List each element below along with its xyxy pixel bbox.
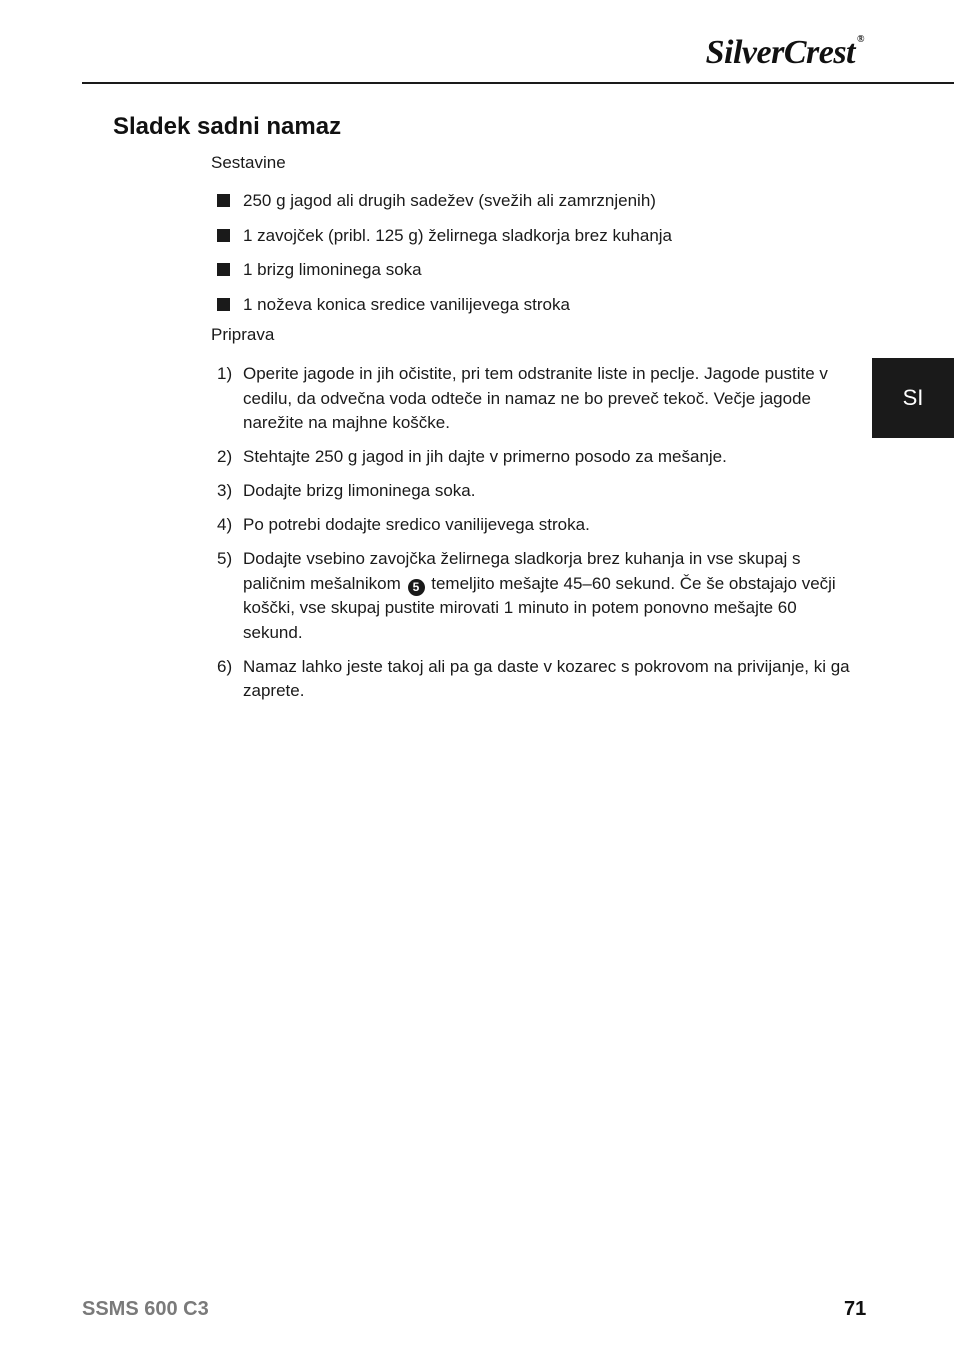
square-bullet-icon [217,298,230,311]
step-number: 5) [217,549,233,568]
ingredient-text: 1 noževa konica sredice vanilijevega stroka [243,294,570,314]
ingredient-text: 1 zavojček (pribl. 125 g) želirnega sladkorja brez kuhanja [243,225,673,245]
ingredient-text: 1 brizg limoninega soka [243,260,422,279]
list-item [211,259,672,294]
step-number: 2) [217,447,233,466]
step-item [211,655,851,704]
ingredients-list [211,190,672,328]
footer-model: SSMS 600 C3 [82,1298,209,1320]
step-number: 3) [217,481,233,500]
ingredients-heading: Sestavine [211,153,286,172]
step-text: Stehtajte 250 g jagod in jih dajte v primerno posodo za mešanje. [243,447,727,466]
step-text: Namaz lahko jeste takoj ali pa ga daste v kozarec s pokrovom na privijanje, ki ga zaprete. [243,656,850,700]
list-item [211,190,672,225]
step-text-before: Dodajte vsebino zavojčka želirnega sladkorja brez kuhanja in vse skupaj s paličnim mešalnikom [243,549,801,593]
brand-logo [706,34,864,72]
preparation-steps [211,362,851,713]
list-item [211,225,672,260]
page-title: Sladek sadni namaz [113,113,342,140]
brand-name: SilverCrest [705,34,856,71]
step-text: Dodajte brizg limoninega soka. [243,481,476,500]
step-item [211,513,851,538]
step-item [211,362,851,436]
header-rule [82,82,954,84]
step-item [211,547,851,645]
list-item [211,294,672,329]
registered-mark: ® [857,34,864,45]
preparation-heading: Priprava [211,325,275,344]
page-number: 71 [844,1298,867,1320]
square-bullet-icon [217,263,230,276]
step-text: Operite jagode in jih očistite, pri tem odstranite liste in peclje. Jagode pustite v cedilu, da odvečna voda odteče in namaz ne bo preveč tekoč. Večje jagode narežite na majhne koščke. [243,364,828,432]
part-reference-icon: 5 [408,579,425,596]
language-tab: SI [872,358,954,438]
ingredient-text: 250 g jagod ali drugih sadežev (svežih ali zamrznjenih) [243,191,656,210]
square-bullet-icon [217,194,230,207]
step-number: 4) [217,515,233,534]
step-number: 1) [217,364,233,383]
step-item [211,445,851,470]
step-item [211,479,851,504]
step-number: 6) [217,656,233,676]
square-bullet-icon [217,229,230,242]
step-text: Po potrebi dodajte sredico vanilijevega stroka. [243,515,590,534]
step-text-after: temeljito mešajte 45–60 sekund. Če še obstajajo večji koščki, vse skupaj pustite mirovati 1 minuto in potem ponovno mešajte 60 sekund. [243,573,836,642]
